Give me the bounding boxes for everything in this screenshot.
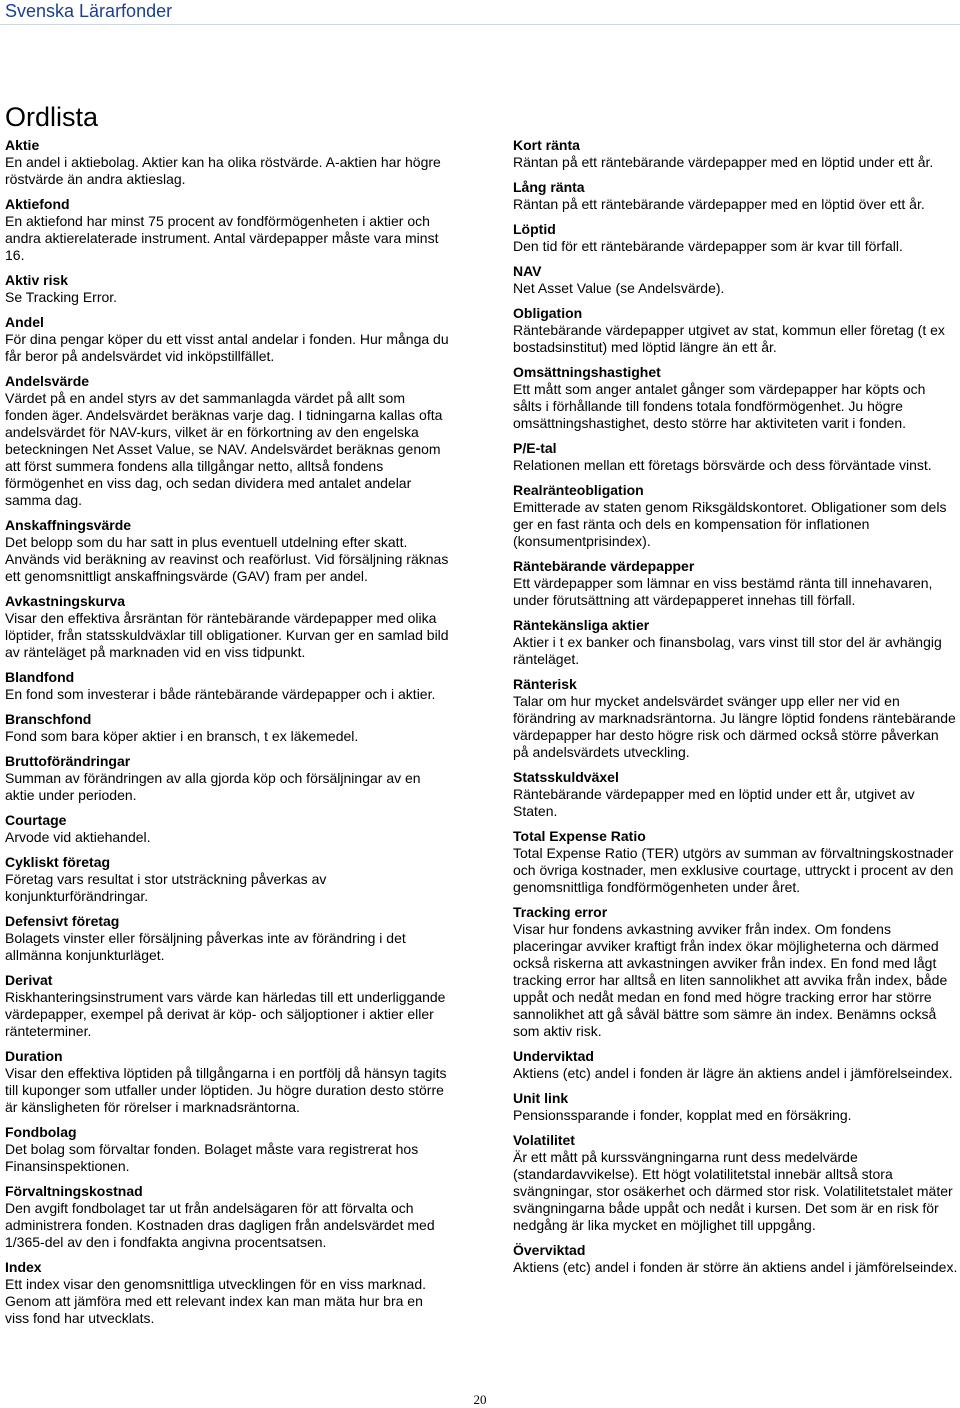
glossary-definition: Är ett mått på kurssvängningarna runt dess medelvärde (standardavvikelse). Ett högt volatilitetstal innebär alltså stora svängningar, stor osäkerhet och därmed stor risk. Volatilitetstalet mäter svängningarna både uppåt och nedåt i kursen. Det som är en risk för nedgång är lika mycket en möjlighet till uppgång.: [513, 1149, 953, 1233]
page-number: 20: [473, 1392, 487, 1407]
glossary-term: Räntekänsliga aktier: [513, 617, 650, 633]
glossary-definition: Net Asset Value (se Andelsvärde).: [513, 280, 725, 296]
glossary-entry: [513, 1048, 958, 1082]
glossary-term: Andelsvärde: [5, 373, 90, 389]
glossary-definition: Aktier i t ex banker och finansbolag, vars vinst till stor del är avhängig ränteläget.: [513, 634, 942, 667]
glossary-entry: [513, 1242, 958, 1276]
glossary-entry: [513, 1132, 958, 1234]
glossary-entry: [5, 1124, 450, 1175]
glossary-definition: Total Expense Ratio (TER) utgörs av summan av förvaltningskostnader och övriga kostnader, men exklusive courtage, uttryckt i procent av den genomsnittliga fondförmögenheten under året.: [513, 845, 954, 895]
glossary-term: Statsskuldväxel: [513, 769, 619, 785]
glossary-term: Courtage: [5, 812, 67, 828]
glossary-definition: Emitterade av staten genom Riksgäldskontoret. Obligationer som dels ger en fast ränta och dels en kompensation för inflationen (konsumentprisindex).: [513, 499, 947, 549]
glossary-term: Aktie: [5, 137, 40, 153]
glossary-term: P/E-tal: [513, 440, 557, 456]
glossary-entry: [5, 913, 450, 964]
glossary-entry: [513, 221, 958, 255]
glossary-term: Unit link: [513, 1090, 569, 1106]
glossary-term: Omsättningshastighet: [513, 364, 661, 380]
glossary-definition: Talar om hur mycket andelsvärdet svänger upp eller ner vid en förändring av marknadsräntorna. Ju längre löptid fondens räntebärande värdepapper har desto högre risk och därmed också större påverkan på andelsvärdets utveckling.: [513, 693, 956, 760]
glossary-entry: [513, 904, 958, 1040]
glossary-entry: [513, 676, 958, 761]
glossary-entry: [5, 1048, 450, 1116]
glossary-entry: [513, 137, 958, 171]
glossary-definition: Summan av förändringen av alla gjorda köp och försäljningar av en aktie under perioden.: [5, 770, 421, 803]
glossary-definition: En aktiefond har minst 75 procent av fondförmögenheten i aktier och andra aktierelaterade instrument. Antal värdepapper måste vara minst 16.: [5, 213, 439, 263]
glossary-entry: [513, 364, 958, 432]
glossary-entry: [5, 272, 450, 306]
glossary-term: Blandfond: [5, 669, 75, 685]
glossary-entry: [5, 137, 450, 188]
glossary-term: Derivat: [5, 972, 53, 988]
glossary-definition: Aktiens (etc) andel i fonden är större än aktiens andel i jämförelseindex.: [513, 1259, 958, 1275]
glossary-entry: [5, 1183, 450, 1251]
glossary-definition: Visar den effektiva årsräntan för räntebärande värdepapper med olika löptider, från statsskuldväxlar till obligationer. Kurvan ger en samlad bild av ränteläget på marknaden vid en viss tidpunkt.: [5, 610, 449, 660]
glossary-right-column: [513, 137, 958, 1284]
glossary-definition: Värdet på en andel styrs av det sammanlagda värdet på allt som fonden äger. Andelsvärdet beräknas varje dag. I tidningarna kallas ofta andelsvärdet för NAV-kurs, vilket är en förkortning av den engelska beteckningen Net Asset Value, se NAV. Andelsvärdet beräknas genom att först summera fondens alla tillgångar netto, alltså fondens förmögenhet en viss dag, och sedan dividera med antalet andelar samma dag.: [5, 390, 443, 508]
glossary-definition: Ett värdepapper som lämnar en viss bestämd ränta till innehavaren, under förutsättning att värdepapperet innehas till förfall.: [513, 575, 933, 608]
document-header-title: Svenska Lärarfonder: [5, 1, 173, 21]
glossary-term: Anskaffningsvärde: [5, 517, 132, 533]
glossary-definition: För dina pengar köper du ett visst antal andelar i fonden. Hur många du får beror på andelsvärdet vid inköpstillfället.: [5, 331, 449, 364]
glossary-term: Tracking error: [513, 904, 608, 920]
glossary-definition: Fond som bara köper aktier i en bransch, t ex läkemedel.: [5, 728, 359, 744]
glossary-entry: [513, 558, 958, 609]
glossary-term: Räntebärande värdepapper: [513, 558, 695, 574]
glossary-entry: [513, 617, 958, 668]
glossary-definition: Den tid för ett räntebärande värdepapper som är kvar till förfall.: [513, 238, 903, 254]
glossary-definition: Arvode vid aktiehandel.: [5, 829, 151, 845]
glossary-definition: Riskhanteringsinstrument vars värde kan härledas till ett underliggande värdepapper, exempel på derivat är köp- och säljoptioner i aktier eller ränteterminer.: [5, 989, 446, 1039]
glossary-entry: [5, 1259, 450, 1327]
glossary-definition: Räntan på ett räntebärande värdepapper med en löptid under ett år.: [513, 154, 934, 170]
glossary-term: Underviktad: [513, 1048, 594, 1064]
glossary-definition: Ett mått som anger antalet gånger som värdepapper har köpts och sålts i förhållande till fondens totala fondförmögenhet. Ju högre omsättningshastighet, desto större har aktiviteten varit i fonden.: [513, 381, 926, 431]
glossary-entry: [5, 812, 450, 846]
glossary-term: Löptid: [513, 221, 556, 237]
glossary-definition: En fond som investerar i både räntebärande värdepapper och i aktier.: [5, 686, 436, 702]
glossary-term: Kort ränta: [513, 137, 580, 153]
glossary-entry: [5, 753, 450, 804]
glossary-term: NAV: [513, 263, 542, 279]
glossary-term: Cykliskt företag: [5, 854, 111, 870]
glossary-definition: Räntan på ett räntebärande värdepapper med en löptid över ett år.: [513, 196, 925, 212]
glossary-entry: [513, 305, 958, 356]
glossary-entry: [513, 440, 958, 474]
glossary-term: Ränterisk: [513, 676, 577, 692]
glossary-term: Realränteobligation: [513, 482, 644, 498]
glossary-entry: [513, 482, 958, 550]
glossary-entry: [5, 669, 450, 703]
glossary-definition: Pensionssparande i fonder, kopplat med en försäkring.: [513, 1107, 852, 1123]
glossary-left-column: [5, 137, 450, 1335]
glossary-entry: [5, 711, 450, 745]
glossary-definition: Aktiens (etc) andel i fonden är lägre än aktiens andel i jämförelseindex.: [513, 1065, 953, 1081]
glossary-definition: Det belopp som du har satt in plus eventuell utdelning efter skatt. Används vid beräkning av reavinst och reaförlust. Vid försäljning räknas ett genomsnittligt anskaffningsvärde (GAV) fram per andel.: [5, 534, 449, 584]
glossary-entry: [513, 1090, 958, 1124]
glossary-term: Duration: [5, 1048, 63, 1064]
glossary-definition: Det bolag som förvaltar fonden. Bolaget måste vara registrerat hos Finansinspektionen.: [5, 1141, 419, 1174]
glossary-term: Lång ränta: [513, 179, 585, 195]
glossary-entry: [5, 314, 450, 365]
glossary-entry: [5, 517, 450, 585]
glossary-entry: [5, 593, 450, 661]
glossary-entry: [513, 769, 958, 820]
glossary-term: Volatilitet: [513, 1132, 575, 1148]
glossary-entry: [5, 854, 450, 905]
glossary-term: Obligation: [513, 305, 583, 321]
glossary-definition: Räntebärande värdepapper med en löptid under ett år, utgivet av Staten.: [513, 786, 915, 819]
glossary-entry: [513, 263, 958, 297]
glossary-definition: Relationen mellan ett företags börsvärde och dess förväntade vinst.: [513, 457, 932, 473]
glossary-term: Andel: [5, 314, 44, 330]
glossary-term: Branschfond: [5, 711, 92, 727]
glossary-term: Aktiv risk: [5, 272, 69, 288]
glossary-definition: Visar den effektiva löptiden på tillgångarna i en portfölj då hänsyn tagits till kuponger som utfaller under löptiden. Ju högre duration desto större är känsligheten för rörelser i marknadsräntorna.: [5, 1065, 447, 1115]
glossary-term: Total Expense Ratio: [513, 828, 646, 844]
glossary-term: Aktiefond: [5, 196, 70, 212]
header-divider: [0, 24, 960, 25]
glossary-term: Fondbolag: [5, 1124, 77, 1140]
glossary-entry: [513, 828, 958, 896]
glossary-term: Överviktad: [513, 1242, 586, 1258]
glossary-definition: Företag vars resultat i stor utsträckning påverkas av konjunkturförändringar.: [5, 871, 327, 904]
glossary-definition: Den avgift fondbolaget tar ut från andelsägaren för att förvalta och administrera fonden. Kostnaden dras dagligen från andelsvärdet med 1/365-del av den i fondfakta angivna procentsatsen.: [5, 1200, 435, 1250]
glossary-definition: Bolagets vinster eller försäljning påverkas inte av förändring i det allmänna konjunkturläget.: [5, 930, 406, 963]
glossary-entry: [5, 373, 450, 509]
glossary-term: Förvaltningskostnad: [5, 1183, 143, 1199]
glossary-term: Defensivt företag: [5, 913, 120, 929]
glossary-definition: Visar hur fondens avkastning avviker från index. Om fondens placeringar avviker kraftigt från index ökar möjligheterna och därmed också riskerna att avkastningen avviker från index. En fond med lågt tracking error har alltså en liten sannolikhet att avvika från index, både uppåt och nedåt medan en fond med högre tracking error har större sannolikhet att gå såväl bättre som sämre än index. Benämns också som aktiv risk.: [513, 921, 948, 1039]
glossary-term: Avkastningskurva: [5, 593, 126, 609]
glossary-term: Bruttoförändringar: [5, 753, 131, 769]
glossary-definition: Ett index visar den genomsnittliga utvecklingen för en viss marknad. Genom att jämföra med ett relevant index kan man mäta hur bra en viss fond har utvecklats.: [5, 1276, 426, 1326]
glossary-definition: Räntebärande värdepapper utgivet av stat, kommun eller företag (t ex bostadsinstitut) med löptid längre än ett år.: [513, 322, 945, 355]
glossary-entry: [5, 196, 450, 264]
page-title: Ordlista: [5, 102, 99, 132]
glossary-definition: Se Tracking Error.: [5, 289, 118, 305]
glossary-definition: En andel i aktiebolag. Aktier kan ha olika röstvärde. A-aktien har högre röstvärde än andra aktieslag.: [5, 154, 441, 187]
glossary-entry: [513, 179, 958, 213]
glossary-entry: [5, 972, 450, 1040]
glossary-term: Index: [5, 1259, 42, 1275]
